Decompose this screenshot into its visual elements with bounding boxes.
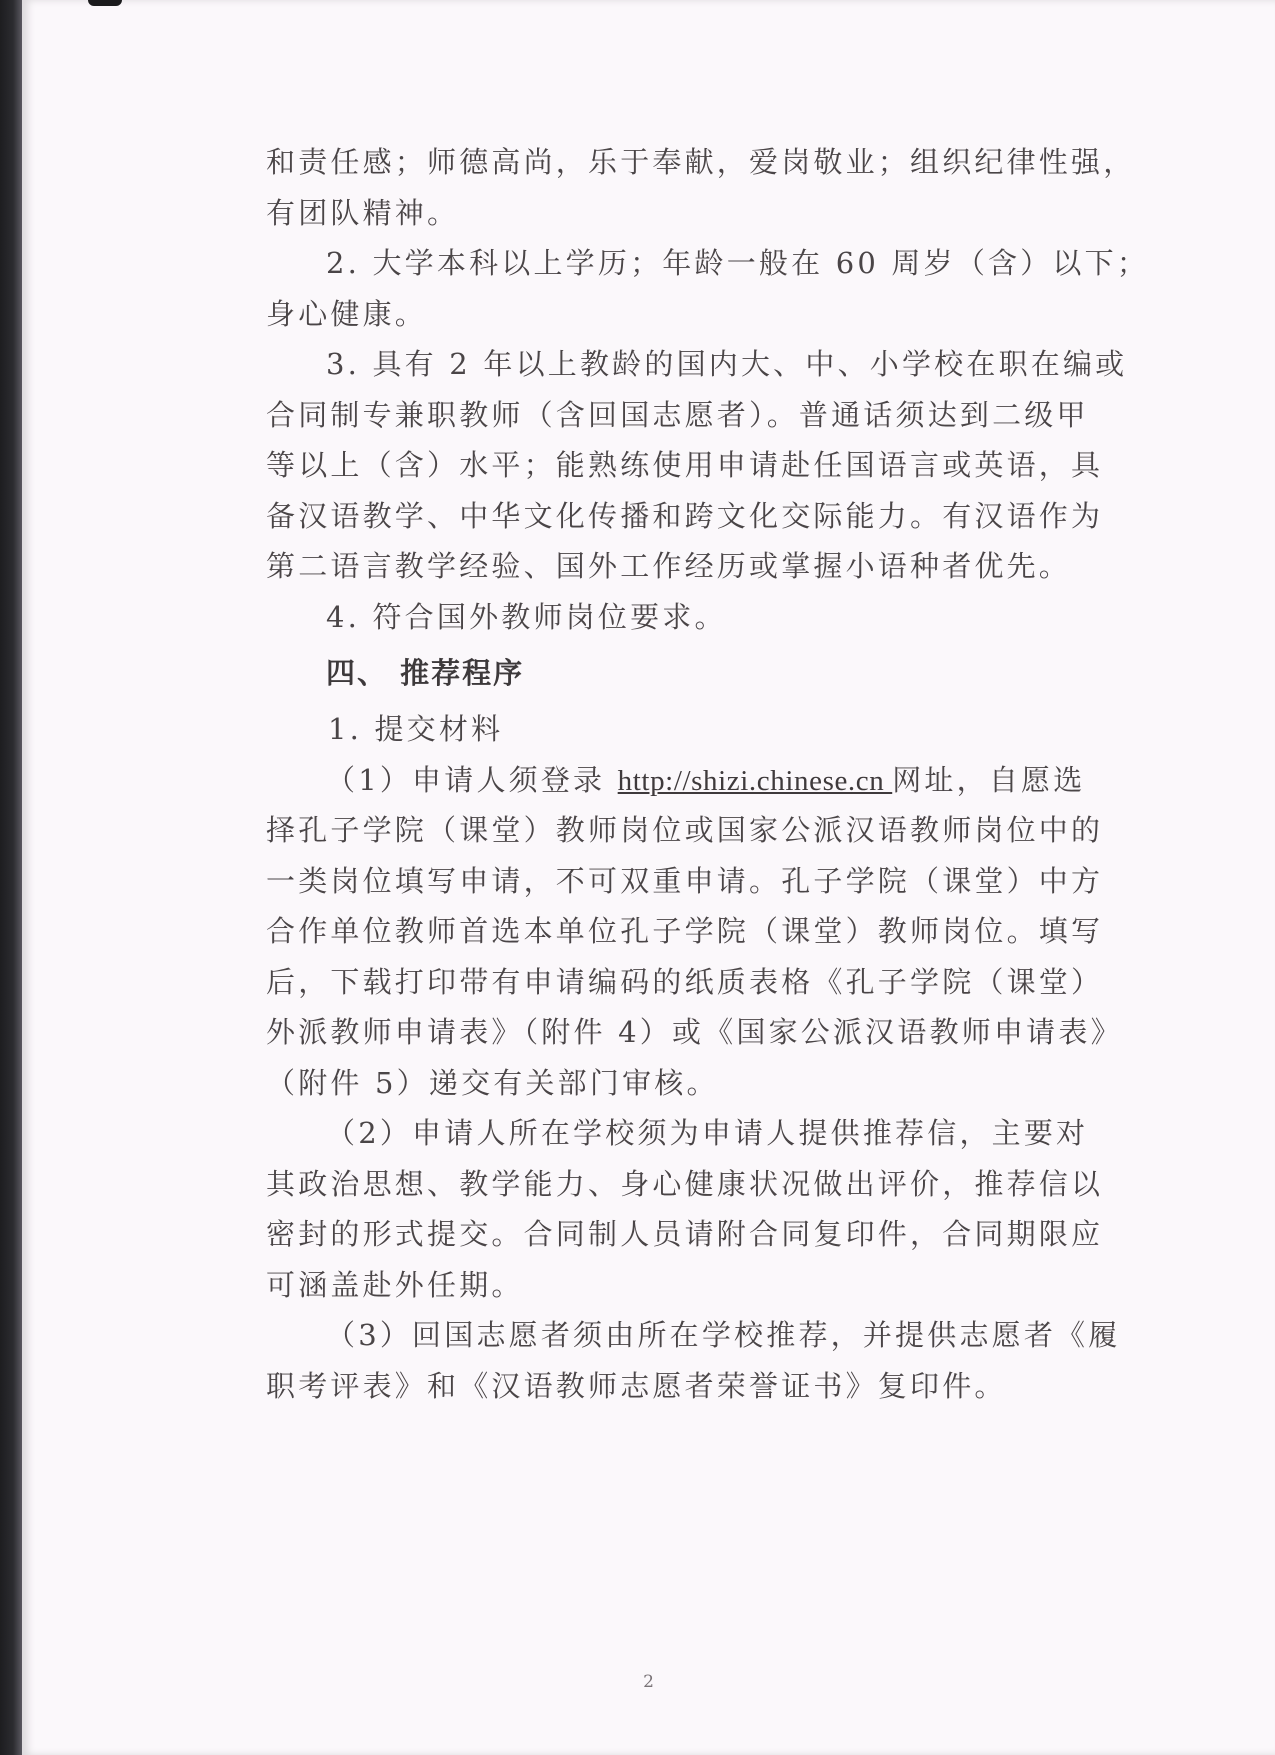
paragraph-line: 密封的形式提交。合同制人员请附合同复印件，合同期限应 <box>266 1217 1104 1251</box>
paragraph-line: 和责任感；师德高尚，乐于奉献，爱岗敬业；组织纪律性强， <box>266 145 1136 179</box>
paragraph-line: 可涵盖赴外任期。 <box>266 1267 524 1302</box>
page-number: 2 <box>643 1672 654 1692</box>
paragraph-line: 一类岗位填写申请，不可双重申请。孔子学院（课堂）中方 <box>266 863 1104 898</box>
paragraph-line: 合作单位教师首选本单位孔子学院（课堂）教师岗位。填写 <box>266 914 1104 948</box>
item-text: （1）申请人须登录 <box>326 762 618 797</box>
paragraph-line: 合同制专兼职教师（含回国志愿者）。普通话须达到二级甲 <box>266 397 1089 432</box>
requirement-item: 4. 符合国外教师岗位要求。 <box>326 599 727 634</box>
paragraph-line: 身心健康。 <box>266 296 428 331</box>
paragraph-line: （附件 5）递交有关部门审核。 <box>266 1065 719 1100</box>
paragraph-line: 备汉语教学、中华文化传播和跨文化交际能力。有汉语作为 <box>266 498 1104 533</box>
paragraph-line: 择孔子学院（课堂）教师岗位或国家公派汉语教师岗位中的 <box>266 813 1104 847</box>
paragraph-line: 第二语言教学经验、国外工作经历或掌握小语种者优先。 <box>266 549 1072 583</box>
procedure-item-1 <box>266 755 1086 806</box>
paragraph-line: 有团队精神。 <box>266 195 460 230</box>
document-body <box>266 137 1150 1411</box>
procedure-item-2: （2）申请人所在学校须为申请人提供推荐信，主要对 <box>326 1116 1089 1150</box>
scan-edge <box>0 0 22 1755</box>
document-page <box>22 0 1275 1755</box>
requirement-item: 2. 大学本科以上学历；年龄一般在 60 周岁（含）以下； <box>326 246 1150 280</box>
subheading: 1. 提交材料 <box>328 712 504 746</box>
paragraph-line: 后，下载打印带有申请编码的纸质表格《孔子学院（课堂） <box>266 964 1104 999</box>
paragraph-line: 等以上（含）水平；能熟练使用申请赴任国语言或英语，具 <box>266 448 1104 482</box>
paragraph-line: 外派教师申请表》（附件 4）或《国家公派汉语教师申请表》 <box>266 1015 1123 1049</box>
paragraph-line: 其政治思想、教学能力、身心健康状况做出评价，推荐信以 <box>266 1166 1104 1201</box>
procedure-item-3: （3）回国志愿者须由所在学校推荐，并提供志愿者《履 <box>326 1318 1121 1352</box>
requirement-item: 3. 具有 2 年以上教龄的国内大、中、小学校在职在编或 <box>326 347 1128 381</box>
item-text: 网址，自愿选 <box>892 762 1086 797</box>
section-heading: 四、 推荐程序 <box>326 656 525 690</box>
application-url-link[interactable]: http://shizi.chinese.cn <box>617 764 893 797</box>
paragraph-line: 职考评表》和《汉语教师志愿者荣誉证书》复印件。 <box>266 1368 1007 1403</box>
scan-artifact <box>88 0 122 6</box>
